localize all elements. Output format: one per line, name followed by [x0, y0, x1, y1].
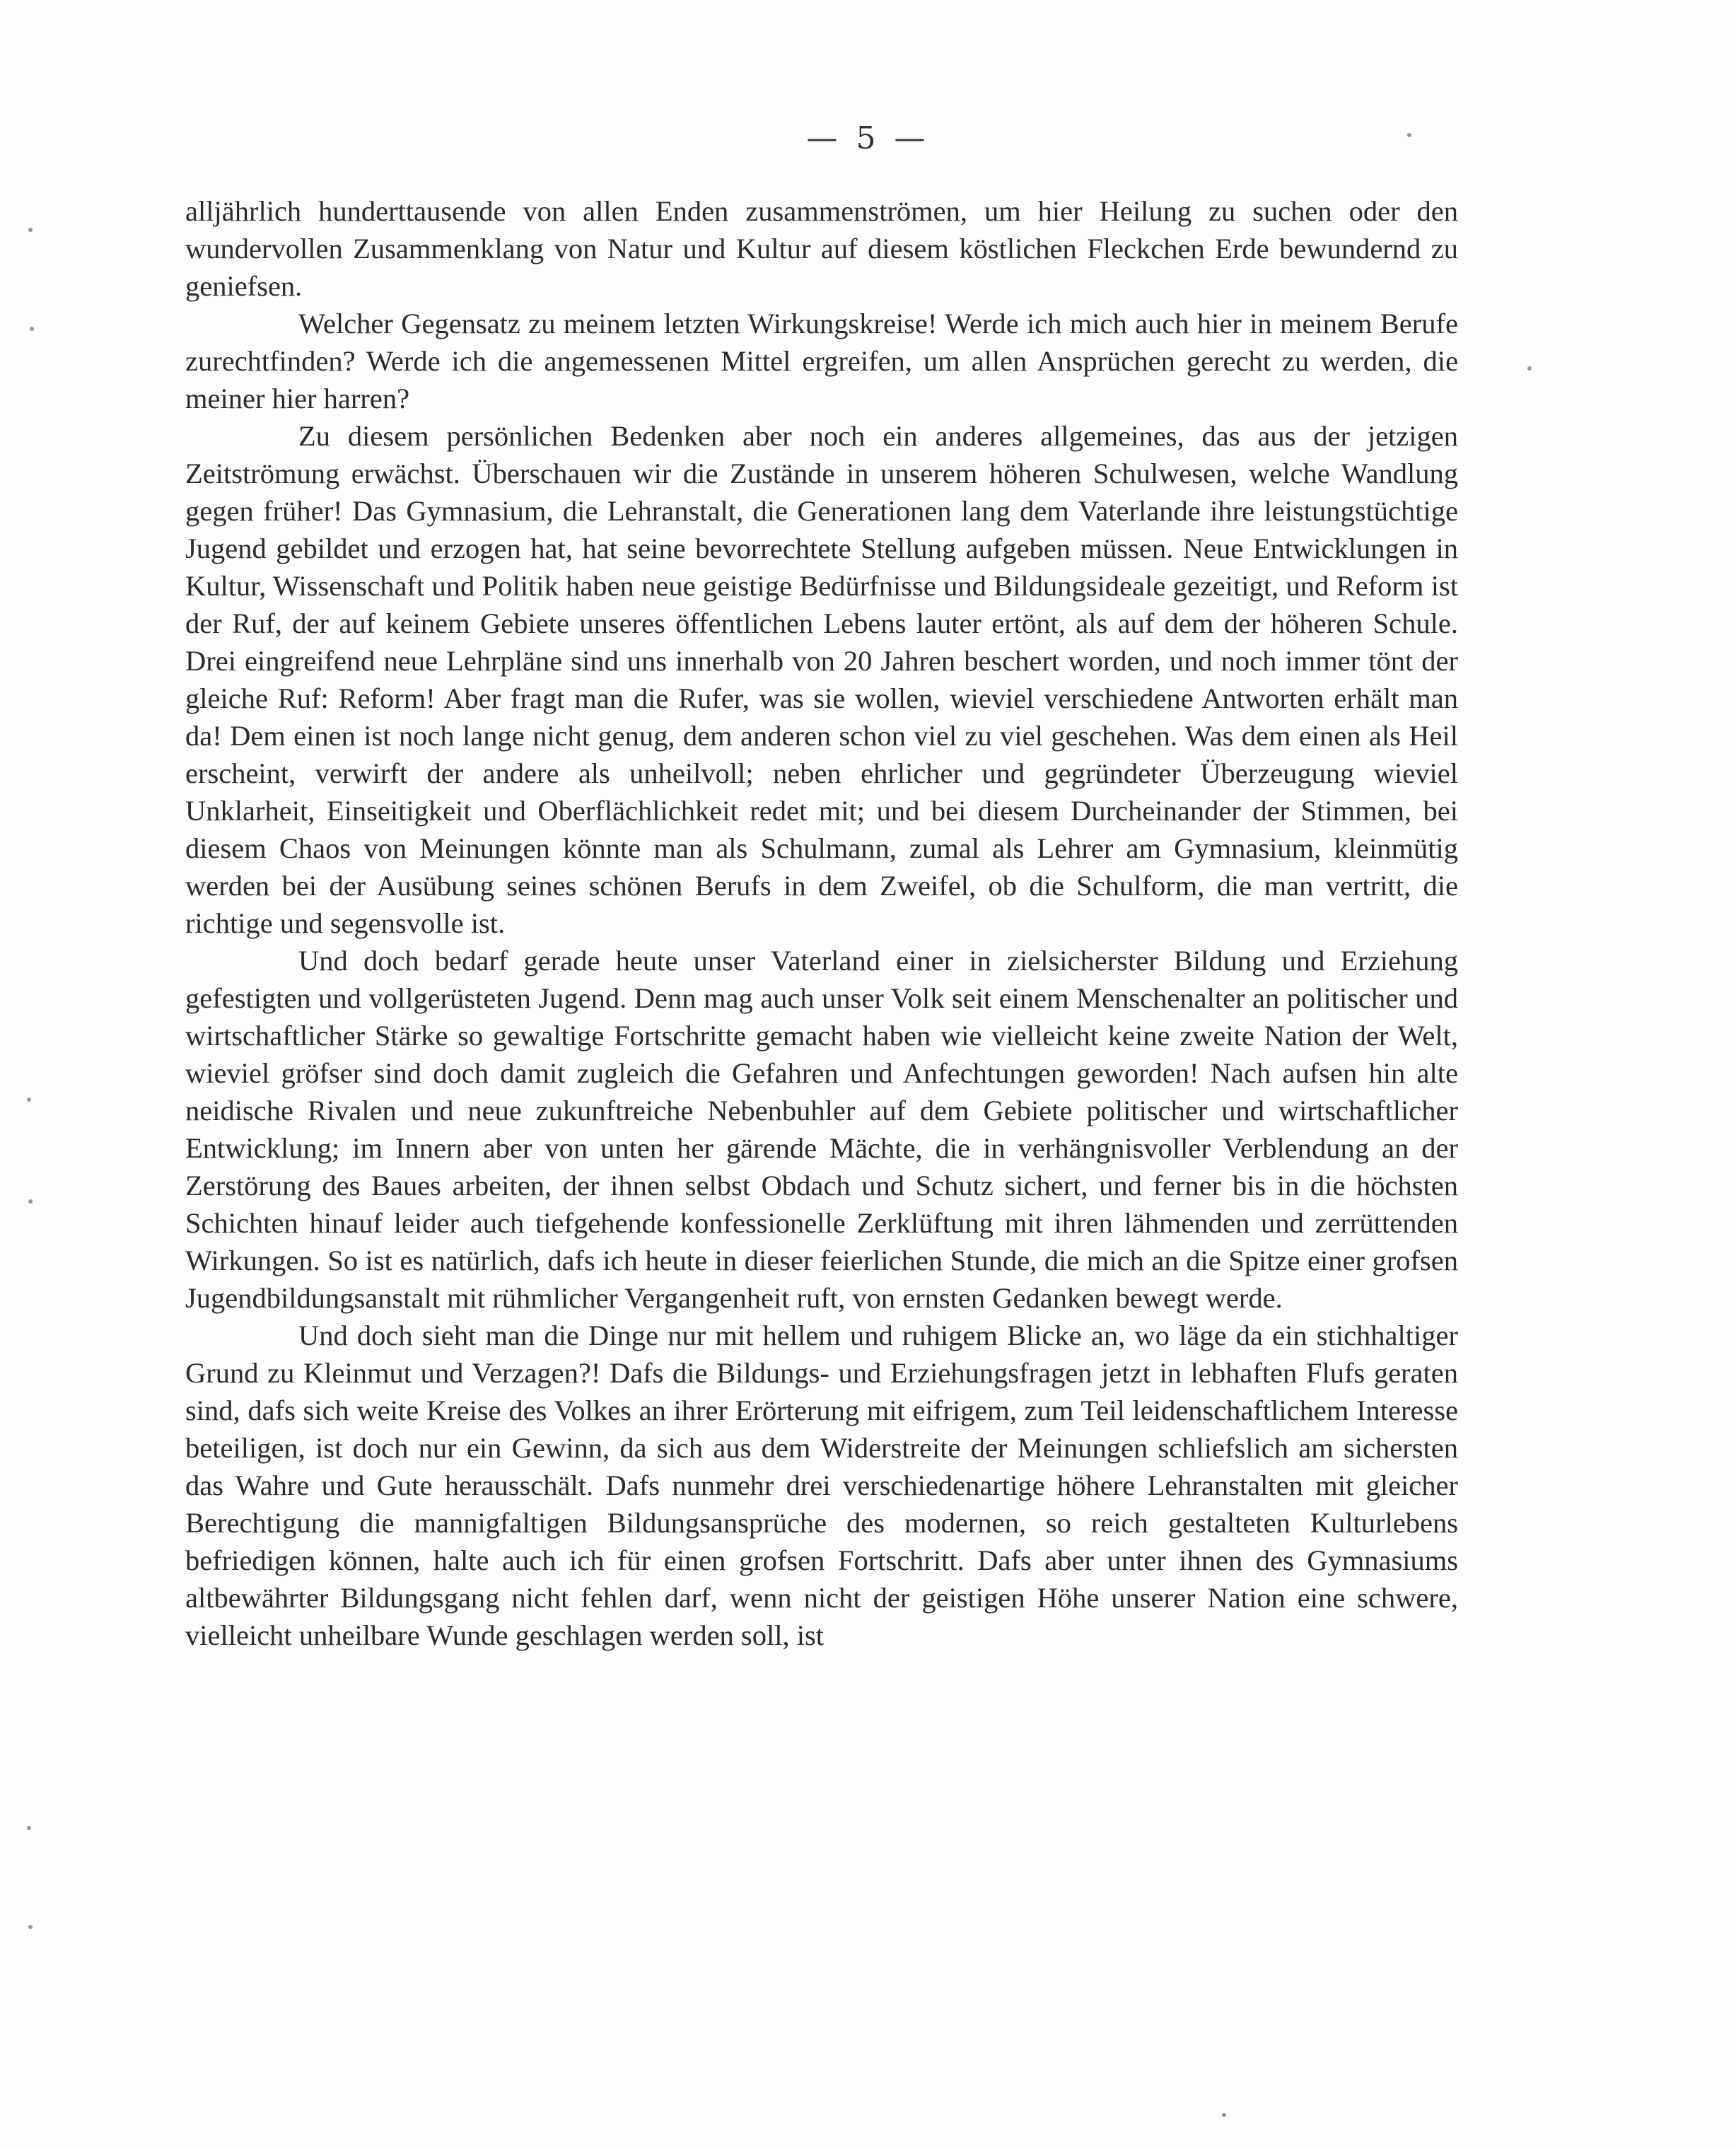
scan-speck: [27, 1097, 31, 1102]
scan-speck: [28, 1199, 33, 1204]
page-number: — 5 —: [806, 120, 930, 156]
scan-speck: [1407, 133, 1411, 137]
scan-speck: [28, 228, 33, 232]
scan-speck: [1527, 366, 1532, 371]
scan-speck: [1222, 2113, 1226, 2117]
paragraph-5: Und doch sieht man die Dinge nur mit hellem und ruhigem Blicke an, wo läge da ein stichhaltiger Grund zu Kleinmut und Verzagen?! Dafs die Bildungs- und Erziehungsfragen jetzt in lebhaften Flufs geraten sind, dafs sich weite Kreise des Volkes an ihrer Erörterung mit eifrigem, zum Teil leidenschaftlichem Interesse beteiligen, ist doch nur ein Gewinn, da sich aus dem Widerstreite der Meinungen schliefslich am sichersten das Wahre und Gute herausschält. Dafs nunmehr drei verschiedenartige höhere Lehranstalten mit gleicher Berechtigung die mannigfaltigen Bildungsansprüche des modernen, so reich gestalteten Kulturlebens befriedigen können, halte auch ich für einen grofsen Fortschritt. Dafs aber unter ihnen des Gymnasiums altbewährter Bildungsgang nicht fehlen darf, wenn nicht der geistigen Höhe unserer Nation eine schwere, vielleicht unheilbare Wunde geschlagen werden soll, ist: [185, 1320, 1458, 1651]
scan-speck: [27, 1826, 31, 1830]
scan-speck: [30, 327, 34, 331]
scan-speck: [28, 1925, 33, 1929]
paragraph-1: alljährlich hunderttausende von allen Enden zusammenströmen, um hier Heilung zu suchen oder den wundervollen Zusammenklang von Natur und Kultur auf diesem köstlichen Fleckchen Erde bewundernd zu geniefsen.: [185, 195, 1458, 302]
body-text: [185, 192, 1458, 1654]
paragraph-4: Und doch bedarf gerade heute unser Vaterland einer in zielsicherster Bildung und Erziehung gefestigten und vollgerüsteten Jugend. Denn mag auch unser Volk seit einem Menschenalter an politischer und wirtschaftlicher Stärke so gewaltige Fortschritte gemacht haben wie vielleicht keine zweite Nation der Welt, wieviel gröfser sind doch damit zugleich die Gefahren und Anfechtungen geworden! Nach aufsen hin alte neidische Rivalen und neue zukunftreiche Nebenbuhler auf dem Gebiete politischer und wirtschaftlicher Entwicklung; im Innern aber von unten her gärende Mächte, die in verhängnisvoller Verblendung an der Zerstörung des Baues arbeiten, der ihnen selbst Obdach und Schutz sichert, und ferner bis in die höchsten Schichten hinauf leider auch tiefgehende konfessionelle Zerklüftung mit ihren lähmenden und zerrüttenden Wirkungen. So ist es natürlich, dafs ich heute in dieser feierlichen Stunde, die mich an die Spitze einer grofsen Jugendbildungsanstalt mit rühmlicher Vergangenheit ruft, von ernsten Gedanken bewegt werde.: [185, 945, 1458, 1314]
paragraph-2: Welcher Gegensatz zu meinem letzten Wirkungskreise! Werde ich mich auch hier in meinem Berufe zurechtfinden? Werde ich die angemessenen Mittel ergreifen, um allen Ansprüchen gerecht zu werden, die meiner hier harren?: [185, 308, 1458, 414]
paragraph-3: Zu diesem persönlichen Bedenken aber noch ein anderes allgemeines, das aus der jetzigen Zeitströmung erwächst. Überschauen wir die Zustände in unserem höheren Schulwesen, welche Wandlung gegen früher! Das Gymnasium, die Lehranstalt, die Generationen lang dem Vaterlande ihre leistungstüchtige Jugend gebildet und erzogen hat, hat seine bevorrechtete Stellung aufgeben müssen. Neue Entwicklungen in Kultur, Wissenschaft und Politik haben neue geistige Bedürfnisse und Bildungsideale gezeitigt, und Reform ist der Ruf, der auf keinem Gebiete unseres öffentlichen Lebens lauter ertönt, als auf dem der höheren Schule. Drei eingreifend neue Lehrpläne sind uns innerhalb von 20 Jahren beschert worden, und noch immer tönt der gleiche Ruf: Reform! Aber fragt man die Rufer, was sie wollen, wieviel verschiedene Antworten erhält man da! Dem einen ist noch lange nicht genug, dem anderen schon viel zu viel geschehen. Was dem einen als Heil erscheint, verwirft der andere als unheilvoll; neben ehrlicher und gegründeter Überzeugung wieviel Unklarheit, Einseitigkeit und Oberflächlichkeit redet mit; und bei diesem Durcheinander der Stimmen, bei diesem Chaos von Meinungen könnte man als Schulmann, zumal als Lehrer am Gymnasium, kleinmütig werden bei der Ausübung seines schönen Berufs in dem Zweifel, ob die Schulform, die man vertritt, die richtige und segensvolle ist.: [185, 420, 1458, 939]
